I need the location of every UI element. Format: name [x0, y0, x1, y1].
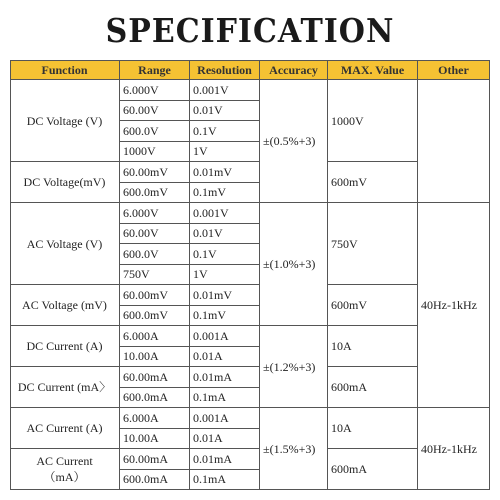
function-label: AC Voltage (mV)	[10, 285, 120, 326]
range-cell: 6.000V	[120, 80, 190, 101]
resolution-cell: 0.01V	[190, 101, 260, 122]
range-cell: 60.00V	[120, 224, 190, 245]
max-value-cell: 10A	[328, 408, 418, 449]
max-value-cell: 600mA	[328, 449, 418, 490]
resolution-cell: 0.1mV	[190, 306, 260, 327]
resolution-cell: 0.1mA	[190, 388, 260, 409]
range-cell: 60.00mV	[120, 162, 190, 183]
range-cell: 6.000A	[120, 408, 190, 429]
accuracy-cell: ±(0.5%+3)	[260, 80, 328, 203]
resolution-cell: 0.01mA	[190, 449, 260, 470]
max-value-cell: 1000V	[328, 80, 418, 162]
accuracy-cell: ±(1.0%+3)	[260, 203, 328, 326]
range-cell: 600.0mA	[120, 388, 190, 409]
resolution-cell: 0.01mV	[190, 162, 260, 183]
resolution-cell: 0.1V	[190, 121, 260, 142]
resolution-cell: 0.001V	[190, 203, 260, 224]
accuracy-cell: ±(1.5%+3)	[260, 408, 328, 490]
range-cell: 600.0mV	[120, 183, 190, 204]
range-cell: 60.00mA	[120, 449, 190, 470]
other-cell: 40Hz-1kHz	[418, 408, 490, 490]
max-value-cell: 600mV	[328, 162, 418, 203]
resolution-cell: 0.001A	[190, 408, 260, 429]
resolution-cell: 0.1V	[190, 244, 260, 265]
table-grid	[10, 60, 490, 490]
range-cell: 6.000V	[120, 203, 190, 224]
resolution-cell: 0.01mA	[190, 367, 260, 388]
specification-table	[10, 60, 490, 490]
other-cell: 40Hz-1kHz	[418, 203, 490, 408]
max-value-cell: 750V	[328, 203, 418, 285]
function-label: DC Voltage(mV)	[10, 162, 120, 203]
range-cell: 600.0mV	[120, 306, 190, 327]
range-cell: 750V	[120, 265, 190, 286]
range-cell: 60.00mA	[120, 367, 190, 388]
resolution-cell: 1V	[190, 142, 260, 163]
function-label: AC Current (A)	[10, 408, 120, 449]
resolution-cell: 0.01A	[190, 429, 260, 450]
function-label: AC Current （mA）	[10, 449, 120, 490]
range-cell: 600.0mA	[120, 470, 190, 491]
header-cell: Function	[10, 60, 120, 80]
resolution-cell: 0.01V	[190, 224, 260, 245]
range-cell: 600.0V	[120, 121, 190, 142]
header-cell: Resolution	[190, 60, 260, 80]
function-label: DC Current (mA〉	[10, 367, 120, 408]
max-value-cell: 600mV	[328, 285, 418, 326]
range-cell: 6.000A	[120, 326, 190, 347]
header-cell: Accuracy	[260, 60, 328, 80]
range-cell: 60.00V	[120, 101, 190, 122]
resolution-cell: 0.1mA	[190, 470, 260, 491]
range-cell: 600.0V	[120, 244, 190, 265]
resolution-cell: 0.001A	[190, 326, 260, 347]
page-title: SPECIFICATION	[105, 12, 395, 51]
header-cell: Range	[120, 60, 190, 80]
header-cell: Other	[418, 60, 490, 80]
resolution-cell: 0.01A	[190, 347, 260, 368]
range-cell: 60.00mV	[120, 285, 190, 306]
max-value-cell: 10A	[328, 326, 418, 367]
accuracy-cell: ±(1.2%+3)	[260, 326, 328, 408]
range-cell: 1000V	[120, 142, 190, 163]
resolution-cell: 0.01mV	[190, 285, 260, 306]
other-cell	[418, 80, 490, 203]
range-cell: 10.00A	[120, 347, 190, 368]
resolution-cell: 0.001V	[190, 80, 260, 101]
resolution-cell: 0.1mV	[190, 183, 260, 204]
resolution-cell: 1V	[190, 265, 260, 286]
function-label: AC Voltage (V)	[10, 203, 120, 285]
max-value-cell: 600mA	[328, 367, 418, 408]
function-label: DC Voltage (V)	[10, 80, 120, 162]
header-cell: MAX. Value	[328, 60, 418, 80]
function-label: DC Current (A)	[10, 326, 120, 367]
range-cell: 10.00A	[120, 429, 190, 450]
